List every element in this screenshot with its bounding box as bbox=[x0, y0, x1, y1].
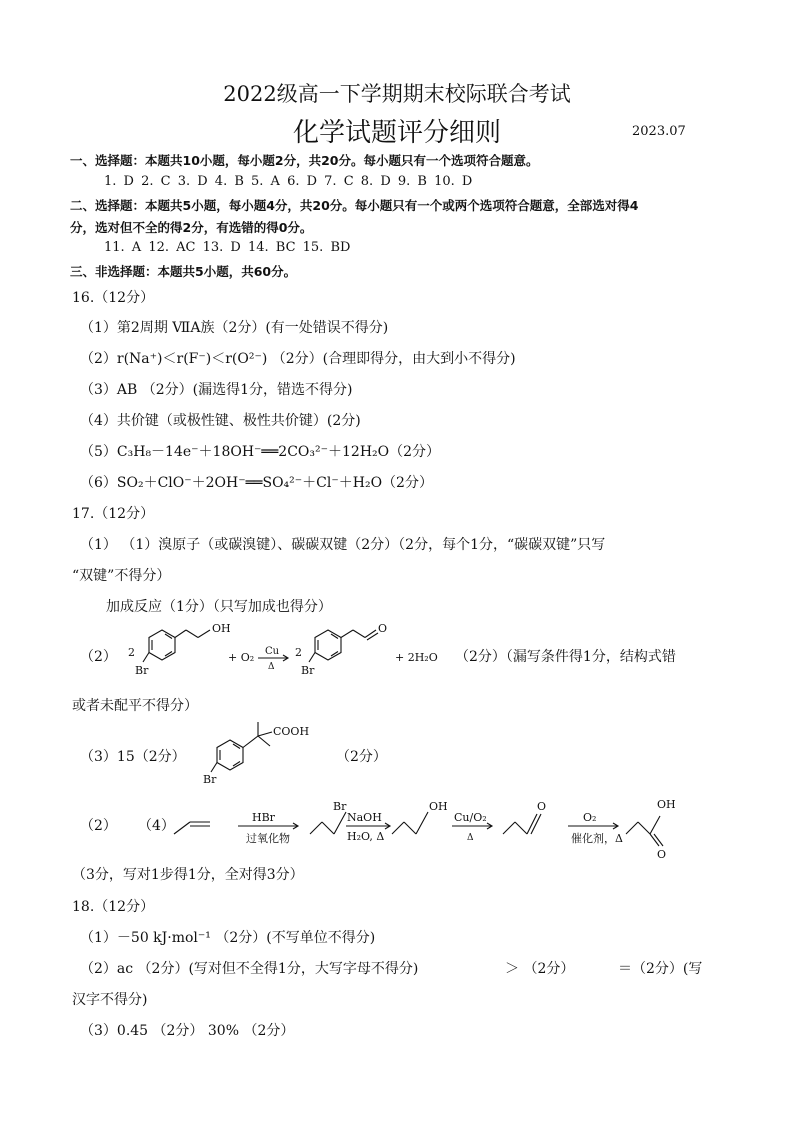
carboxylic-acid-structure bbox=[200, 718, 330, 788]
peroxide-condition: 过氧化物 bbox=[246, 832, 290, 845]
section1-answers: 1. D 2. C 3. D 4. B 5. A 6. D 7. C 8. D 9. B 10. D bbox=[104, 174, 473, 189]
acid-bromo-label: Br bbox=[203, 773, 217, 786]
q16-answer-2: （2）r(Na⁺)＜r(F⁻)＜r(O²⁻) （2分）(合理即得分，由大到小不得分) bbox=[80, 351, 516, 367]
q17-answer-3-score: （2分） bbox=[336, 749, 387, 765]
q16-answer-5: （5）C₃H₈－14e⁻＋18OH⁻══2CO₃²⁻＋12H₂O（2分） bbox=[80, 444, 441, 460]
catalyst-label: Cu bbox=[265, 646, 280, 657]
heat-symbol-step3: Δ bbox=[467, 833, 474, 843]
q16-answer-4: （4）共价键（或极性键、极性共价键）(2分) bbox=[80, 413, 361, 429]
section1-heading: 一、选择题：本题共10小题，每小题2分，共20分。每小题只有一个选项符合题意。 bbox=[70, 153, 539, 168]
product-coefficient: 2 bbox=[295, 646, 302, 659]
carboxyl-label: COOH bbox=[273, 725, 310, 738]
q18-answer-2-part-d: 汉字不得分) bbox=[72, 992, 148, 1008]
section3-heading: 三、非选择题：本题共5小题，共60分。 bbox=[70, 264, 297, 279]
alcohol-oh-label: OH bbox=[429, 800, 448, 813]
q16-answer-1: （1）第2周期 ⅦA族（2分）(有一处错误不得分) bbox=[80, 320, 389, 336]
q18-answer-2-part-c: ＝（2分）(写 bbox=[618, 961, 703, 977]
q17-answer-2-label: （2） bbox=[80, 649, 117, 665]
acid-oh-label: OH bbox=[657, 798, 676, 811]
exam-date: 2023.07 bbox=[632, 124, 686, 139]
cu-o2-reagent: Cu/O₂ bbox=[454, 811, 487, 824]
q17-answer-2-note-line2: 或者未配平不得分） bbox=[72, 698, 198, 714]
reactant-coefficient: 2 bbox=[128, 646, 135, 659]
q17-answer-1-line2: “双键”不得分） bbox=[72, 568, 171, 584]
aldehyde-o-label: O bbox=[537, 800, 547, 813]
q18-answer-2-part-b: ＞ （2分） bbox=[505, 961, 575, 977]
heat-label: Δ bbox=[268, 662, 275, 672]
q16-answer-3: （3）AB （2分）(漏选得1分，错选不得分) bbox=[80, 382, 353, 398]
oxidation-reaction-scheme bbox=[110, 618, 450, 688]
q16-answer-6: （6）SO₂＋ClO⁻＋2OH⁻══SO₄²⁻＋Cl⁻＋H₂O（2分） bbox=[80, 475, 433, 491]
q17-answer-1-line3: 加成反应（1分）（只写加成也得分） bbox=[106, 599, 332, 615]
catalyst-heat-condition: 催化剂，Δ bbox=[571, 832, 623, 845]
section2-heading-line1: 二、选择题：本题共5小题，每小题4分，共20分。每小题只有一个或两个选项符合题意，全部选对得4 bbox=[70, 198, 639, 213]
q18-heading: 18.（12分） bbox=[72, 899, 155, 915]
q17-heading: 17.（12分） bbox=[72, 506, 155, 522]
section2-answers: 11. A 12. AC 13. D 14. BC 15. BD bbox=[104, 240, 351, 255]
o2-reagent: O₂ bbox=[583, 811, 597, 824]
hydrolysis-condition: H₂O, Δ bbox=[347, 830, 385, 843]
exam-title: 2022级高一下学期期末校际联合考试 bbox=[223, 82, 571, 106]
synthesis-route-scheme bbox=[170, 790, 710, 860]
product-bromo-label: Br bbox=[301, 664, 315, 677]
section2-heading-line2: 分，选对但不全的得2分，有选错的得0分。 bbox=[70, 220, 313, 235]
aldehyde-oxygen-label: O bbox=[378, 622, 388, 635]
acid-o-label: O bbox=[657, 848, 667, 861]
document-subtitle: 化学试题评分细则 bbox=[292, 118, 501, 148]
hbr-reagent: HBr bbox=[252, 811, 275, 824]
q18-answer-2-part-a: （2）ac （2分）(写对但不全得1分，大写字母不得分) bbox=[80, 961, 419, 977]
q18-answer-1: （1）－50 kJ·mol⁻¹ （2分）(不写单位不得分) bbox=[80, 930, 376, 946]
q17-answer-2-note-line1: （2分）（漏写条件得1分，结构式错 bbox=[455, 649, 676, 665]
oxygen-reagent: + O₂ bbox=[228, 651, 255, 664]
naoh-reagent: NaOH bbox=[347, 811, 382, 824]
water-product: + 2H₂O bbox=[395, 651, 438, 664]
q16-heading: 16.（12分） bbox=[72, 290, 155, 306]
q17-answer-4-note: （3分，写对1步得1分，全对得3分） bbox=[72, 867, 304, 883]
q17-answer-3-label: （3）15（2分） bbox=[80, 749, 186, 765]
reactant-bromo-label: Br bbox=[135, 664, 149, 677]
q17-answer-4-label-b: （4） bbox=[138, 818, 175, 834]
bromo-intermediate-label: Br bbox=[333, 800, 347, 813]
q17-answer-1-line1: （1） （1）溴原子（或碳溴键）、碳碳双键（2分）（2分，每个1分，“碳碳双键”只写 bbox=[80, 537, 606, 553]
q17-answer-4-label-a: （2） bbox=[80, 818, 117, 834]
hydroxyl-label: OH bbox=[212, 622, 231, 635]
q18-answer-3: （3）0.45 （2分） 30% （2分） bbox=[80, 1023, 295, 1039]
